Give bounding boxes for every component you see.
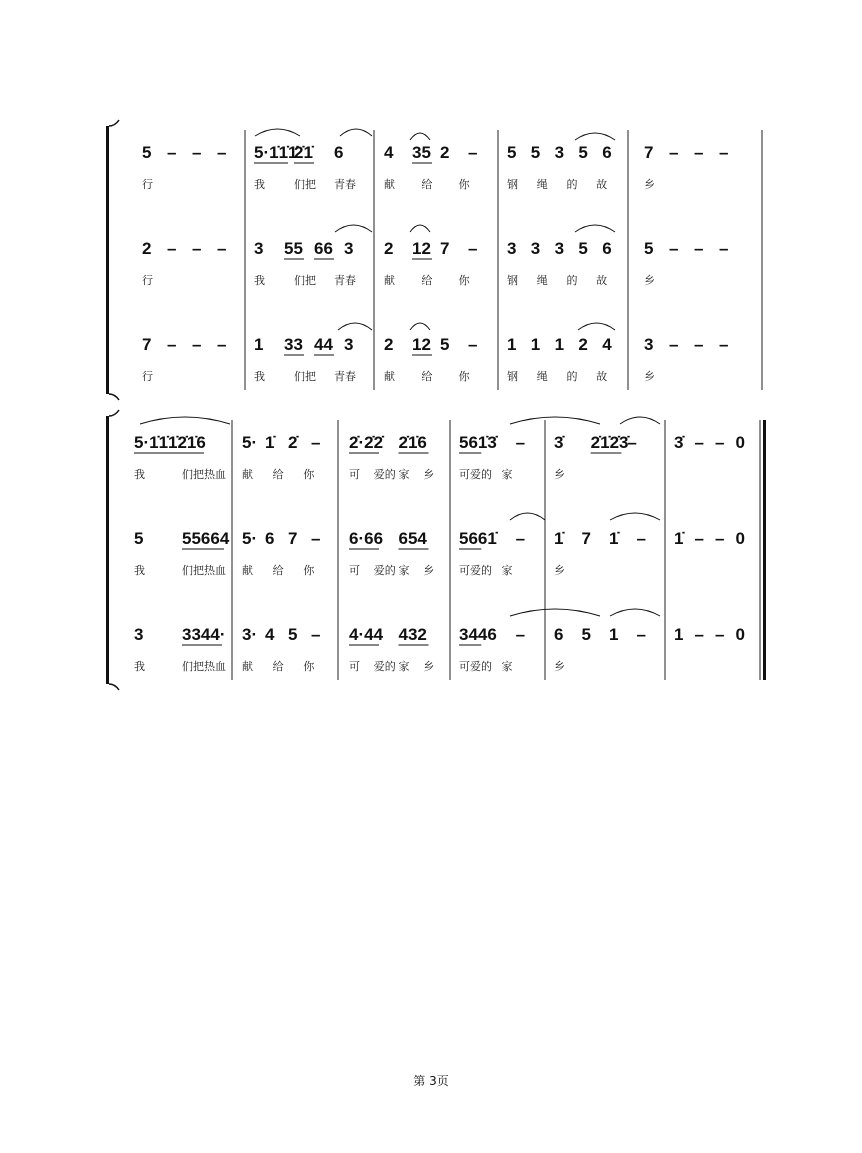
note-token: 6: [602, 239, 612, 258]
lyric-syllable: 家: [398, 468, 410, 481]
note-token: –: [192, 335, 202, 354]
lyric-syllable: 献: [242, 660, 253, 673]
lyric-syllable: 钢: [507, 370, 518, 383]
note-token: –: [515, 625, 526, 644]
lyric-syllable: 家: [398, 660, 410, 673]
slur-arc: [335, 225, 372, 232]
note-token: 2̇1̇6: [398, 433, 427, 452]
lyric-syllable: 我: [254, 370, 265, 383]
note-token: 5·1̇1̇1̇2̇1̇6: [134, 433, 206, 452]
slur-arc: [338, 323, 372, 330]
note-token: 2̇: [288, 433, 298, 452]
bracket-top-hook: [109, 120, 119, 126]
note-token: –: [468, 143, 478, 162]
lyric-syllable: 家: [501, 660, 513, 673]
note-token: –: [669, 335, 679, 354]
slur-arc: [610, 609, 660, 616]
note-token: 654: [398, 529, 427, 548]
lyric-syllable: 乡: [644, 274, 655, 287]
slur-arc: [578, 323, 615, 330]
lyric-syllable: 我: [254, 178, 265, 191]
note-token: 561̇: [459, 433, 488, 452]
lyric-syllable: 绳: [536, 274, 548, 287]
lyric-syllable: 献: [242, 468, 253, 481]
lyric-syllable: 献: [384, 274, 395, 287]
note-token: –: [669, 239, 679, 258]
lyric-syllable: 给: [272, 564, 284, 577]
slur-arc: [340, 129, 372, 136]
note-token: 3: [134, 625, 144, 644]
note-token: 3: [344, 239, 354, 258]
note-token: –: [719, 335, 729, 354]
note-token: 4: [384, 143, 394, 162]
note-token: 1: [609, 625, 619, 644]
note-token: 6: [487, 625, 497, 644]
lyric-syllable: 青春: [334, 274, 356, 287]
note-token: –: [217, 335, 227, 354]
note-token: 1̇: [609, 529, 619, 548]
note-token: 3: [644, 335, 654, 354]
lyric-syllable: 故: [596, 274, 608, 287]
lyric-syllable: 乡: [423, 660, 435, 673]
note-token: –: [192, 239, 202, 258]
lyric-syllable: 你: [303, 564, 315, 577]
note-token: 35: [412, 143, 431, 162]
note-token: –: [719, 239, 729, 258]
note-token: –: [627, 433, 637, 452]
note-token: 1̇: [487, 529, 497, 548]
note-token: 5: [142, 143, 152, 162]
note-token: 4: [602, 335, 612, 354]
lyric-syllable: 家: [398, 564, 410, 577]
lyric-syllable: 你: [458, 274, 470, 287]
note-token: –: [694, 143, 704, 162]
lyric-syllable: 的: [566, 370, 578, 383]
note-token: –: [515, 529, 526, 548]
note-token: 33: [284, 335, 303, 354]
lyric-syllable: 献: [384, 370, 395, 383]
note-token: –: [694, 529, 704, 548]
bracket-bottom-hook: [109, 684, 119, 690]
lyric-syllable: 故: [596, 370, 608, 383]
note-token: 2: [384, 335, 394, 354]
lyric-syllable: 爱的: [373, 468, 396, 481]
lyric-syllable: 乡: [423, 468, 435, 481]
lyric-syllable: 青春: [334, 370, 356, 383]
lyric-syllable: 们把热血: [182, 564, 226, 577]
note-token: –: [715, 625, 725, 644]
note-token: –: [311, 433, 321, 452]
lyric-syllable: 我: [134, 564, 145, 577]
note-token: –: [192, 143, 202, 162]
note-token: 0: [735, 433, 745, 452]
lyric-syllable: 家: [501, 564, 513, 577]
lyric-syllable: 可: [349, 564, 360, 577]
note-token: 5·: [242, 433, 258, 452]
note-token: 3: [507, 239, 517, 258]
note-token: 2: [384, 239, 394, 258]
system-bracket: [106, 126, 109, 394]
slur-arc: [410, 133, 430, 140]
lyric-syllable: 你: [303, 660, 315, 673]
note-token: 2̇·2̇2̇: [349, 433, 384, 452]
note-token: –: [311, 625, 321, 644]
lyric-syllable: 我: [134, 660, 145, 673]
lyric-syllable: 献: [242, 564, 253, 577]
note-token: 5: [134, 529, 144, 548]
note-token: –: [217, 239, 227, 258]
note-token: 5: [644, 239, 654, 258]
lyric-syllable: 你: [458, 178, 470, 191]
lyric-syllable: 们把热血: [182, 660, 226, 673]
note-token: 3: [530, 239, 541, 258]
note-token: –: [515, 433, 526, 452]
note-token: 3: [254, 239, 264, 258]
note-token: 432: [398, 625, 427, 644]
slur-arc: [140, 417, 230, 424]
lyric-syllable: 钢: [507, 178, 518, 191]
lyric-syllable: 乡: [554, 660, 565, 673]
lyric-syllable: 可爱的: [459, 564, 492, 577]
slur-arc: [575, 133, 615, 140]
slur-arc: [510, 513, 545, 520]
note-token: 44: [314, 335, 333, 354]
note-token: –: [311, 529, 321, 548]
note-token: 5: [530, 143, 541, 162]
note-token: –: [719, 143, 729, 162]
lyric-syllable: 乡: [554, 564, 565, 577]
note-token: 12: [412, 239, 431, 258]
note-token: –: [468, 239, 478, 258]
note-token: 1̇: [265, 433, 275, 452]
note-token: 5: [578, 239, 588, 258]
system-bracket: [106, 416, 109, 684]
lyric-syllable: 行: [142, 178, 153, 191]
note-token: –: [715, 433, 725, 452]
note-token: 2̇1̇: [294, 143, 313, 162]
note-token: 7: [440, 239, 450, 258]
note-token: –: [694, 239, 704, 258]
lyric-syllable: 给: [272, 468, 284, 481]
note-token: 4: [265, 625, 275, 644]
lyric-syllable: 给: [272, 660, 284, 673]
note-token: 2: [440, 143, 450, 162]
page-number: 第 3页: [413, 1074, 449, 1088]
note-token: 4·44: [349, 625, 384, 644]
lyric-syllable: 可爱的: [459, 468, 492, 481]
lyric-syllable: 给: [421, 370, 433, 383]
note-token: 3: [554, 143, 565, 162]
lyric-syllable: 们把热血: [182, 468, 226, 481]
note-token: –: [636, 625, 646, 644]
note-token: 66: [314, 239, 333, 258]
note-token: –: [669, 143, 679, 162]
note-token: 3·: [242, 625, 258, 644]
lyric-syllable: 爱的: [373, 564, 396, 577]
lyric-syllable: 可爱的: [459, 660, 492, 673]
note-token: –: [694, 625, 704, 644]
lyric-syllable: 故: [596, 178, 608, 191]
note-token: 1̇: [674, 529, 684, 548]
note-token: 3: [554, 239, 565, 258]
note-token: 0: [735, 529, 745, 548]
note-token: 12: [412, 335, 431, 354]
lyric-syllable: 行: [142, 370, 153, 383]
lyric-syllable: 的: [566, 178, 578, 191]
lyric-syllable: 可: [349, 660, 360, 673]
lyric-syllable: 乡: [554, 468, 565, 481]
note-token: –: [468, 335, 478, 354]
lyric-syllable: 献: [384, 178, 395, 191]
note-token: 55664: [182, 529, 230, 548]
note-token: –: [167, 239, 177, 258]
note-token: 7: [581, 529, 591, 548]
lyric-syllable: 给: [421, 274, 433, 287]
note-token: 1: [507, 335, 517, 354]
slur-arc: [410, 225, 430, 232]
note-token: 3̇: [674, 433, 684, 452]
lyric-syllable: 家: [501, 468, 513, 481]
bracket-bottom-hook: [109, 394, 119, 400]
note-token: 1: [554, 335, 565, 354]
slur-arc: [510, 609, 600, 616]
note-token: –: [636, 529, 646, 548]
note-token: –: [167, 143, 177, 162]
note-token: 5·: [242, 529, 258, 548]
note-token: 566: [459, 529, 488, 548]
note-token: 6·66: [349, 529, 384, 548]
note-token: 3: [344, 335, 354, 354]
note-token: 6: [265, 529, 275, 548]
note-token: 2̇1̇2̇3̇: [590, 433, 629, 452]
note-token: 1: [674, 625, 684, 644]
note-token: 5: [578, 143, 588, 162]
note-token: 7: [142, 335, 152, 354]
slur-arc: [410, 323, 430, 330]
lyric-syllable: 你: [303, 468, 315, 481]
lyric-syllable: 你: [458, 370, 470, 383]
note-token: 5·1̇1̇1̇: [254, 143, 298, 162]
lyric-syllable: 乡: [644, 370, 655, 383]
note-token: –: [715, 529, 725, 548]
lyric-syllable: 可: [349, 468, 360, 481]
note-token: –: [217, 143, 227, 162]
note-token: 5: [288, 625, 298, 644]
note-token: 2: [142, 239, 152, 258]
lyric-syllable: 绳: [536, 370, 548, 383]
note-token: 3̇: [487, 433, 497, 452]
lyric-syllable: 乡: [644, 178, 655, 191]
note-token: 6: [602, 143, 612, 162]
lyric-syllable: 钢: [507, 274, 518, 287]
note-token: –: [694, 433, 704, 452]
note-token: 6: [554, 625, 564, 644]
lyric-syllable: 给: [421, 178, 433, 191]
bracket-top-hook: [109, 410, 119, 416]
note-token: 344: [459, 625, 488, 644]
note-token: 7: [644, 143, 654, 162]
note-token: 1: [530, 335, 541, 354]
lyric-syllable: 绳: [536, 178, 548, 191]
lyric-syllable: 爱的: [373, 660, 396, 673]
note-token: 6: [334, 143, 344, 162]
note-token: –: [167, 335, 177, 354]
note-token: 5: [581, 625, 591, 644]
slur-arc: [620, 417, 660, 424]
note-token: 3344·: [182, 625, 226, 644]
note-token: 1: [254, 335, 264, 354]
slur-arc: [575, 225, 615, 232]
slur-arc: [255, 129, 300, 136]
lyric-syllable: 我: [134, 468, 145, 481]
lyric-syllable: 们把: [294, 370, 316, 383]
note-token: 0: [735, 625, 745, 644]
final-bar-thick: [763, 420, 766, 680]
lyric-syllable: 们把: [294, 274, 316, 287]
lyric-syllable: 们把: [294, 178, 316, 191]
note-token: 5: [440, 335, 450, 354]
lyric-syllable: 的: [566, 274, 578, 287]
slur-arc: [610, 513, 660, 520]
lyric-syllable: 行: [142, 274, 153, 287]
lyric-syllable: 青春: [334, 178, 356, 191]
note-token: 3̇: [554, 433, 564, 452]
note-token: 5: [507, 143, 517, 162]
note-token: 7: [288, 529, 298, 548]
note-token: –: [694, 335, 704, 354]
lyric-syllable: 我: [254, 274, 265, 287]
note-token: 2: [578, 335, 588, 354]
note-token: 55: [284, 239, 303, 258]
slur-arc: [510, 417, 600, 424]
note-token: 1̇: [554, 529, 564, 548]
lyric-syllable: 乡: [423, 564, 435, 577]
